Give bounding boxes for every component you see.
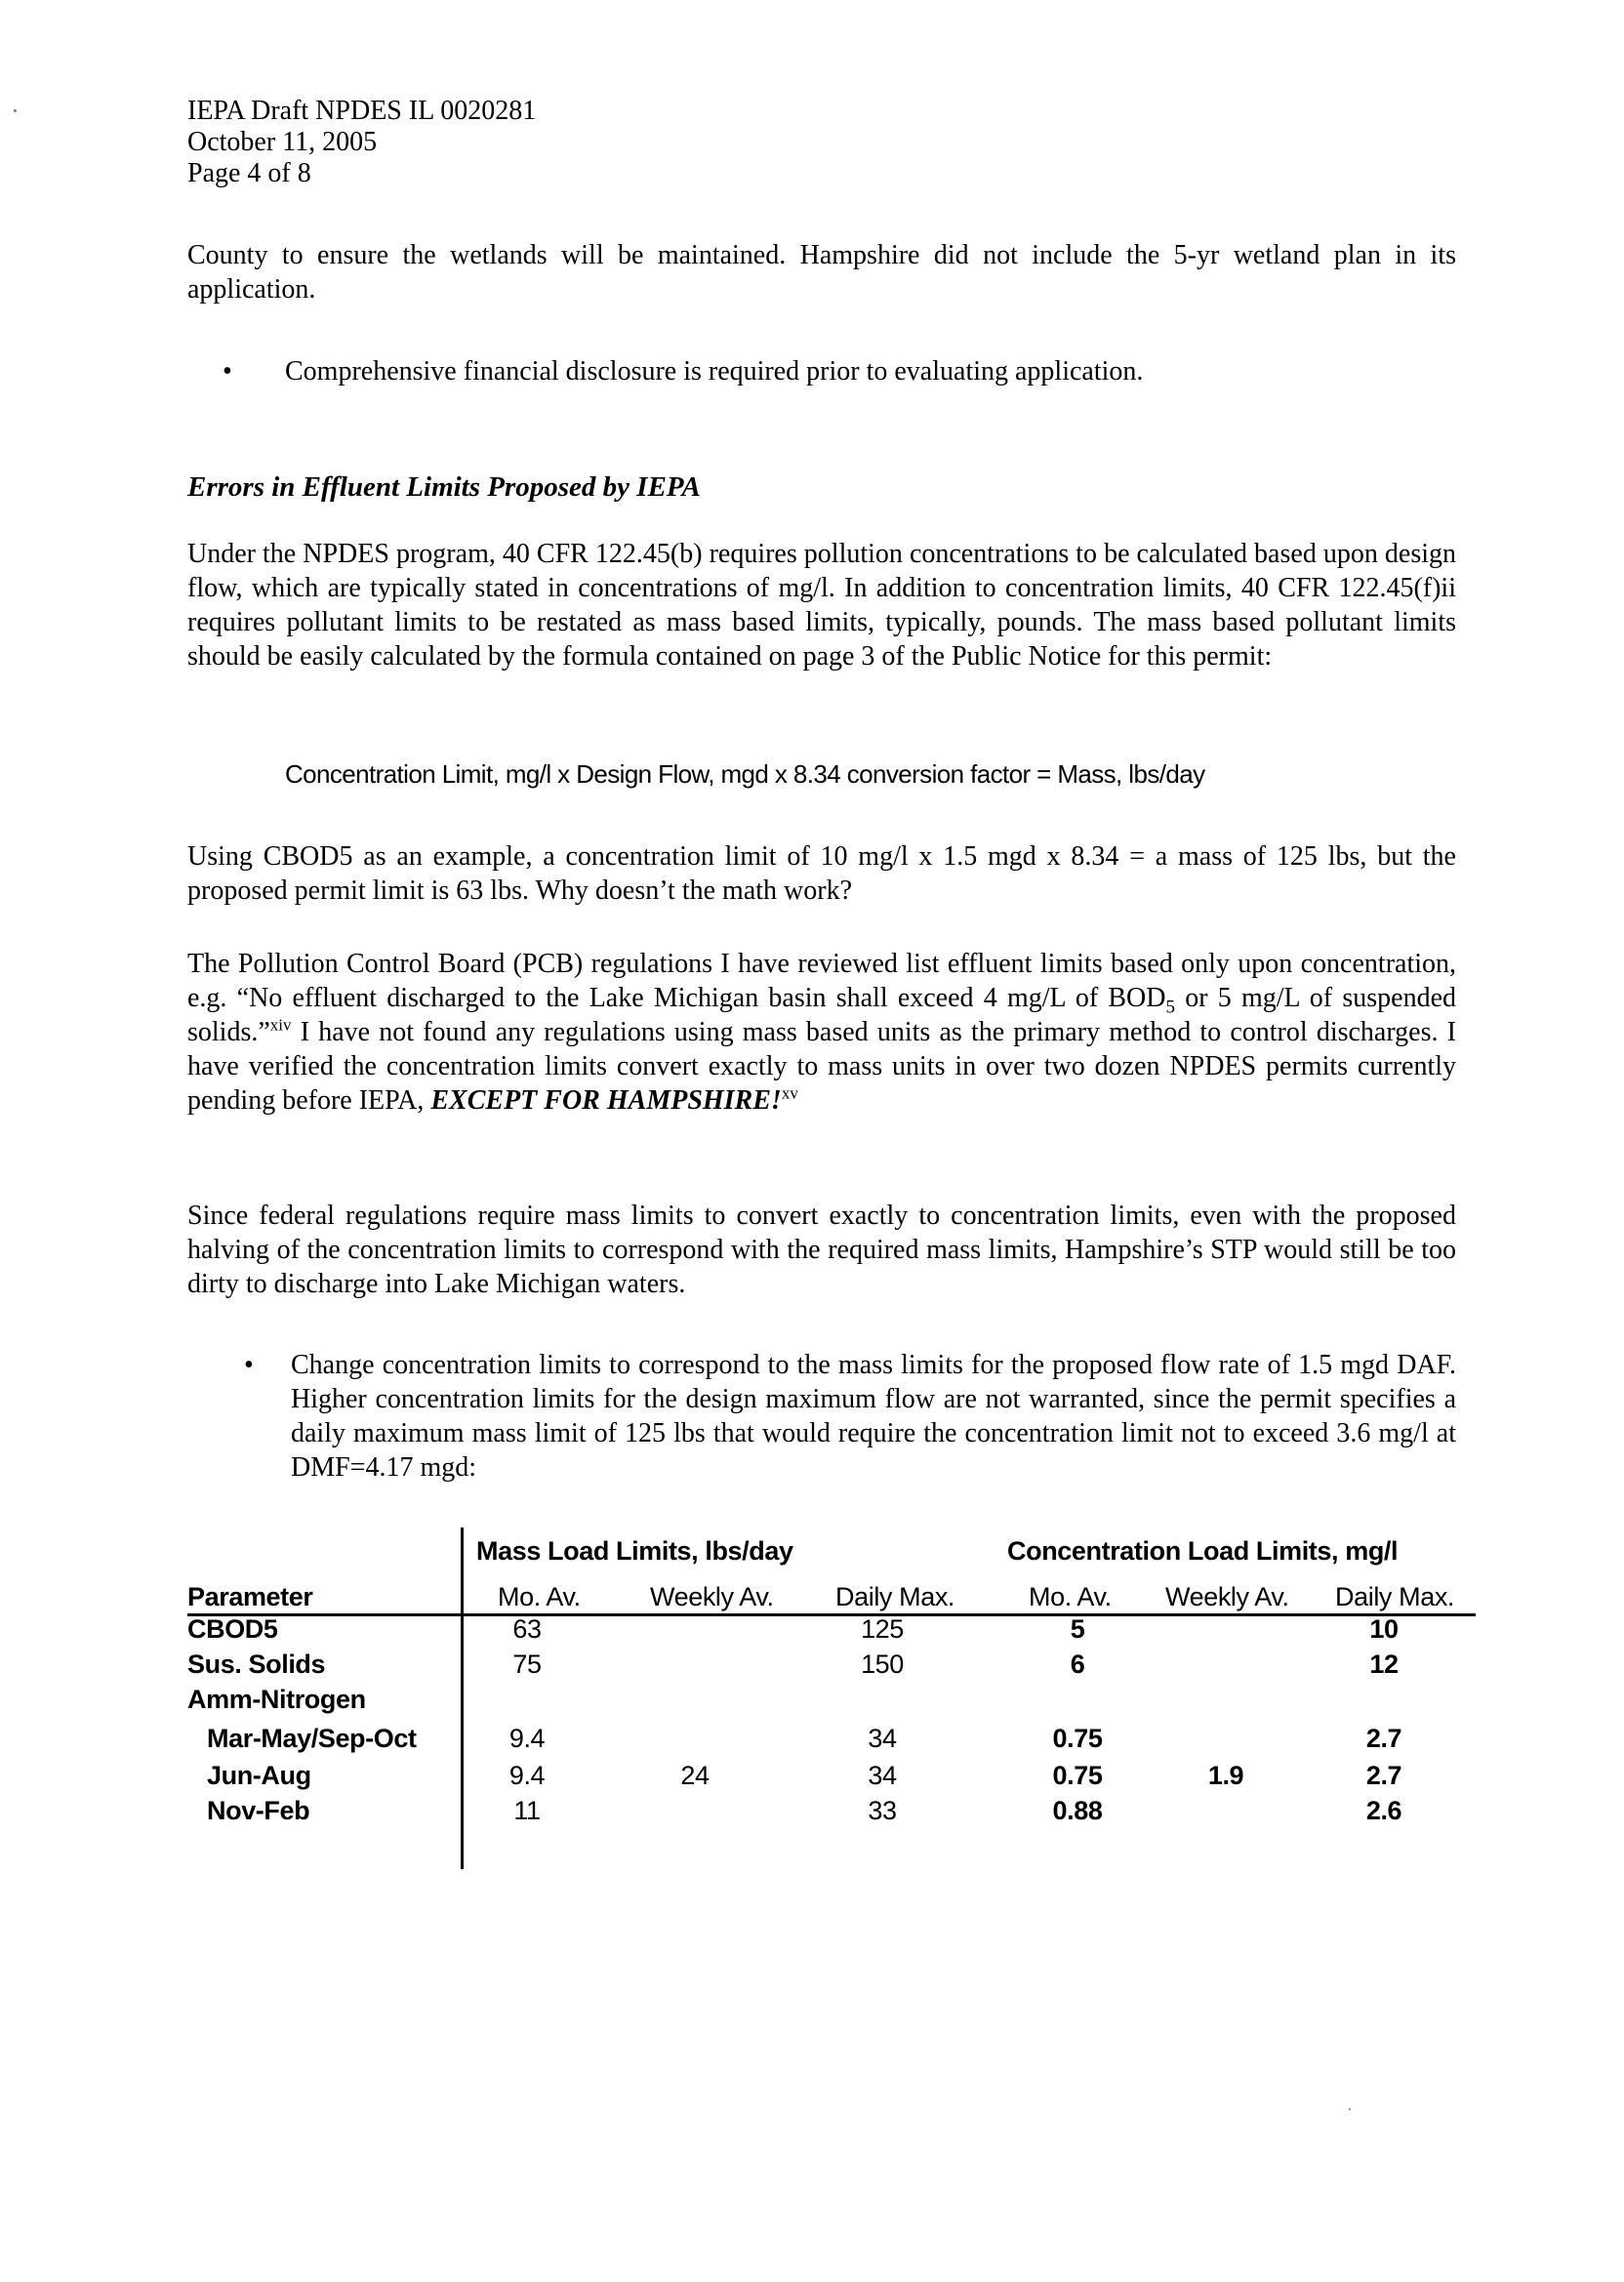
- bullet-item-financial: [223, 354, 1394, 388]
- table-vertical-rule: [461, 1528, 464, 1869]
- row-mass-daily: 125: [861, 1614, 904, 1644]
- column-header-conc-monthly: Mo. Av.: [1029, 1582, 1112, 1611]
- paragraph-federal-regulations: Since federal regulations require mass limits to convert exactly to concentration limits, even with the proposed halving of the concentration limits to correspond with the required mass limits, Hampshire’s STP would still be too dirty to discharge into Lake Michigan waters.: [187, 1201, 1456, 1299]
- row-conc-monthly: 6: [1070, 1650, 1085, 1679]
- row-parameter: Sus. Solids: [187, 1650, 326, 1679]
- header-doc-id: IEPA Draft NPDES IL 0020281: [187, 96, 537, 126]
- paragraph-npdes: Under the NPDES program, 40 CFR 122.45(b) requires pollution concentrations to be calculated based upon design flow, which are typically stated in concentrations of mg/l. In addition to concentration limits, 40 CFR 122.45(f)ii requires pollutant limits to be restated as mass based limits, typically, pounds. The mass based pollutant limits should be easily calculated by the formula contained on page 3 of the Public Notice for this permit:: [187, 539, 1456, 672]
- row-mass-weekly: 24: [680, 1761, 710, 1790]
- column-header-parameter: Parameter: [187, 1582, 313, 1611]
- paragraph-cbod-example: Using CBOD5 as an example, a concentration limit of 10 mg/l x 1.5 mgd x 8.34 = a mass of 125 lbs, but the proposed permit limit is 63 lbs. Why doesn’t the math work?: [187, 841, 1456, 906]
- row-mass-daily: 34: [868, 1724, 897, 1753]
- row-mass-daily: 150: [861, 1650, 904, 1679]
- group-header-mass: Mass Load Limits, lbs/day: [476, 1536, 793, 1566]
- group-header-concentration: Concentration Load Limits, mg/l: [1007, 1536, 1399, 1566]
- row-conc-monthly: 0.88: [1052, 1796, 1103, 1825]
- section-heading: Errors in Effluent Limits Proposed by IEPA: [187, 471, 701, 503]
- row-mass-daily: 34: [868, 1761, 897, 1790]
- header-date: October 11, 2005: [187, 127, 378, 157]
- row-conc-weekly: 1.9: [1207, 1761, 1244, 1790]
- bullet-text: Comprehensive financial disclosure is required prior to evaluating application.: [285, 356, 1144, 387]
- row-parameter: Jun-Aug: [207, 1761, 311, 1790]
- bullet-icon: •: [244, 1350, 254, 1380]
- row-mass-monthly: 9.4: [508, 1724, 546, 1753]
- row-parameter: Mar-May/Sep-Oct: [207, 1724, 417, 1753]
- row-conc-daily: 12: [1369, 1650, 1399, 1679]
- footnote-marker: xiv: [269, 1015, 292, 1035]
- scan-speck: [1349, 2108, 1351, 2110]
- row-conc-monthly: 0.75: [1052, 1724, 1103, 1753]
- paragraph-continuation: County to ensure the wetlands will be maintained. Hampshire did not include the 5-yr wetland plan in its application.: [187, 240, 1456, 305]
- row-conc-monthly: 0.75: [1052, 1761, 1103, 1790]
- page-header: [187, 96, 536, 189]
- paragraph-pcb-regulations: The Pollution Control Board (PCB) regulations I have reviewed list effluent limits based only upon concentration, e.g. “No effluent discharged to the Lake Michigan basin shall exceed 4 mg/L of $BOD_5$ or 5 mg/L of suspended solids.”$^{xiv}$ I have not found any regulations using mass based units as the primary method to control discharges. I have verified the concentration limits convert exactly to mass units in over two dozen NPDES permits currently pending before IEPA, EXCEPT FOR HAMPSHIRE!$^{xv}$: [187, 949, 1456, 1116]
- column-header-mass-monthly: Mo. Av.: [498, 1582, 581, 1611]
- header-page-number: Page 4 of 8: [187, 158, 311, 188]
- row-conc-daily: 2.7: [1365, 1761, 1402, 1790]
- limits-table: [187, 1528, 1476, 1869]
- column-header-conc-daily: Daily Max.: [1335, 1582, 1455, 1611]
- row-mass-monthly: 11: [513, 1796, 541, 1825]
- row-parameter: CBOD5: [187, 1614, 278, 1644]
- table-header-rule: [187, 1613, 1476, 1616]
- emphasis-text: EXCEPT FOR HAMPSHIRE!: [430, 1085, 782, 1116]
- row-parameter: Amm-Nitrogen: [187, 1685, 366, 1714]
- column-header-mass-daily: Daily Max.: [835, 1582, 955, 1611]
- row-mass-daily: 33: [868, 1796, 897, 1825]
- row-mass-monthly: 75: [512, 1650, 542, 1679]
- row-conc-monthly: 5: [1070, 1614, 1085, 1644]
- row-mass-monthly: 63: [512, 1614, 542, 1644]
- row-conc-daily: 2.6: [1365, 1796, 1402, 1825]
- row-conc-daily: 10: [1369, 1614, 1399, 1644]
- row-conc-daily: 2.7: [1365, 1724, 1402, 1753]
- formula-line: Concentration Limit, mg/l x Design Flow, mgd x 8.34 conversion factor = Mass, lbs/day: [285, 759, 1205, 789]
- row-parameter: Nov-Feb: [207, 1796, 310, 1825]
- row-mass-monthly: 9.4: [508, 1761, 546, 1790]
- footnote-marker: xv: [781, 1083, 798, 1103]
- column-header-mass-weekly: Weekly Av.: [650, 1582, 774, 1611]
- column-header-conc-weekly: Weekly Av.: [1165, 1582, 1289, 1611]
- bullet-text: Change concentration limits to correspond to the mass limits for the proposed flow rate of 1.5 mgd DAF. Higher concentration limits for the design maximum flow are not warranted, since the permit specifies a daily maximum mass limit of 125 lbs that would require the concentration limit not to exceed 3.6 mg/l at DMF=4.17 mgd:: [291, 1350, 1456, 1483]
- scan-speck: [14, 109, 17, 112]
- bullet-item-concentration: [244, 1348, 1456, 1485]
- bullet-icon: •: [223, 356, 232, 387]
